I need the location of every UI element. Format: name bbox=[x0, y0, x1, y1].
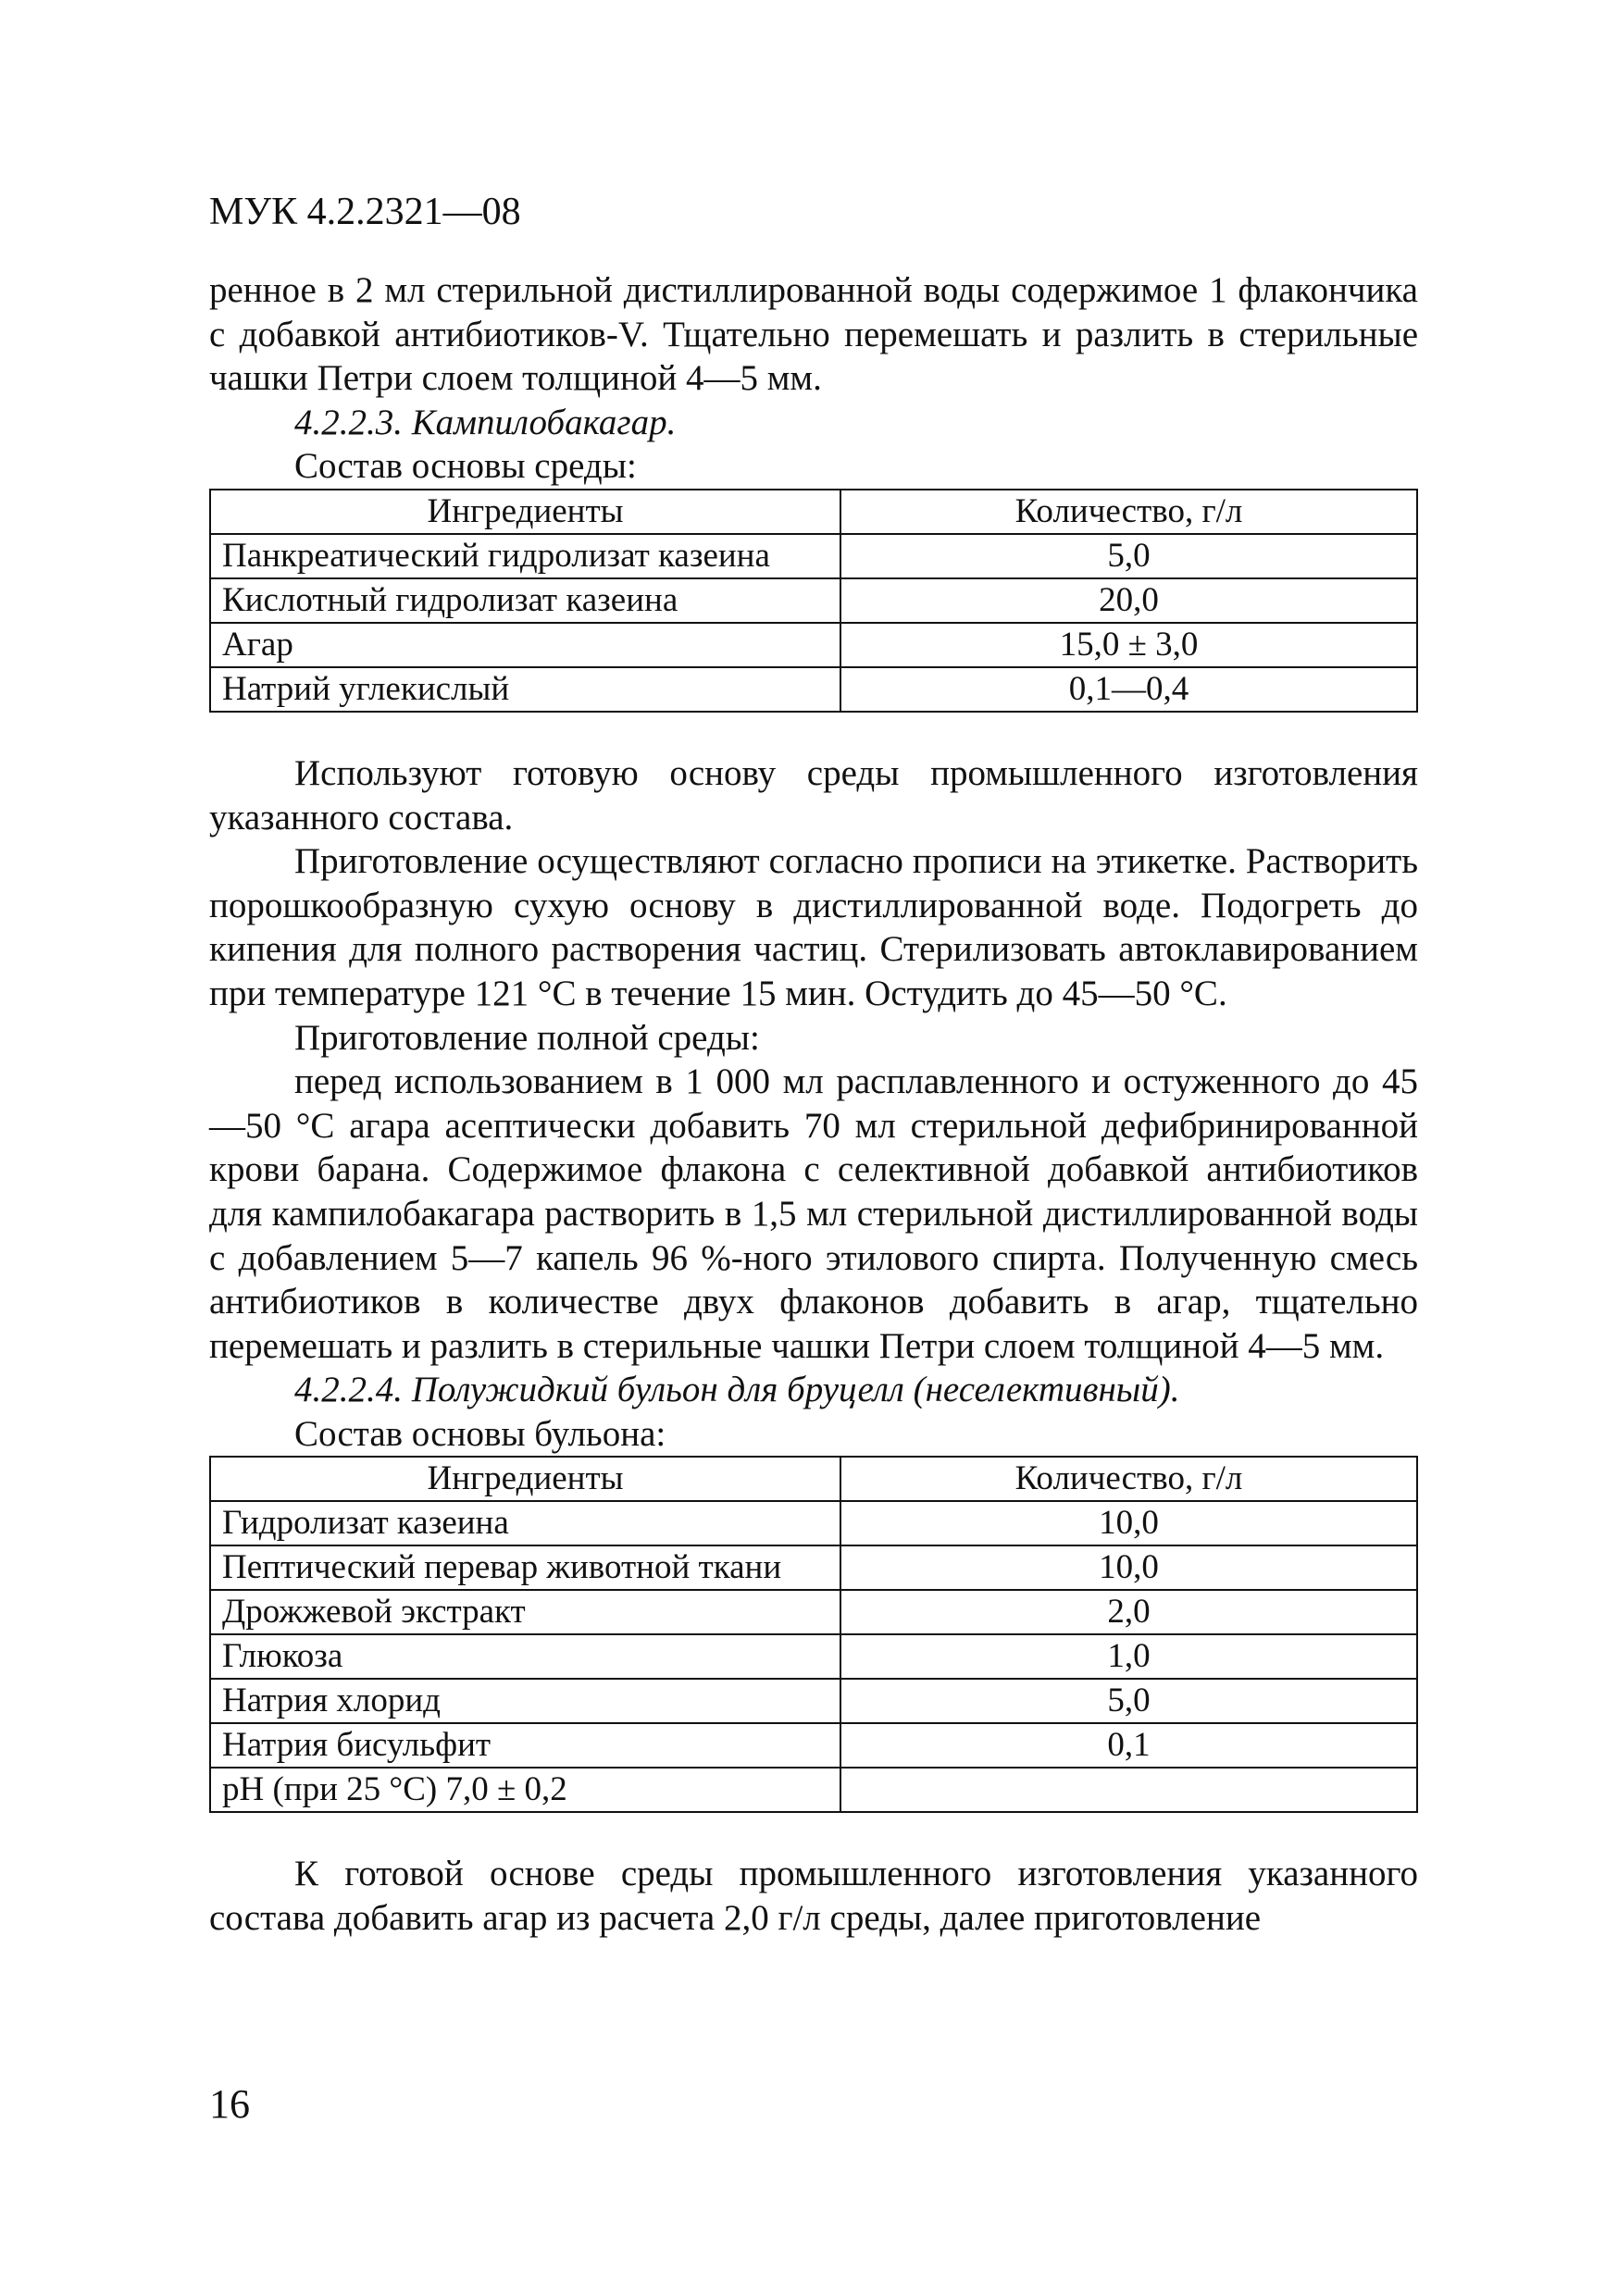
table-row bbox=[210, 1545, 1417, 1590]
column-header-quantity: Количество, г/л bbox=[840, 1457, 1417, 1501]
quantity-cell: 10,0 bbox=[840, 1501, 1417, 1545]
ingredient-cell: Натрий углекислый bbox=[210, 667, 840, 712]
column-header-ingredients: Ингредиенты bbox=[210, 1457, 840, 1501]
quantity-cell: 5,0 bbox=[840, 1679, 1417, 1723]
table-header-row bbox=[210, 490, 1417, 534]
page-content bbox=[209, 268, 1418, 1941]
table-row bbox=[210, 667, 1417, 712]
quantity-cell: 0,1 bbox=[840, 1723, 1417, 1768]
table-row bbox=[210, 1679, 1417, 1723]
quantity-cell: 5,0 bbox=[840, 534, 1417, 578]
table-row bbox=[210, 623, 1417, 667]
table-row bbox=[210, 578, 1417, 623]
quantity-cell: 0,1—0,4 bbox=[840, 667, 1417, 712]
table-row bbox=[210, 1501, 1417, 1545]
table-row bbox=[210, 534, 1417, 578]
ingredient-cell: Агар bbox=[210, 623, 840, 667]
paragraph: К готовой основе среды промышленного изготовления указанного состава добавить агар из расчета 2,0 г/л среды, далее приготовление bbox=[209, 1854, 1418, 1939]
ingredient-cell: Дрожжевой экстракт bbox=[210, 1590, 840, 1634]
table-row bbox=[210, 1723, 1417, 1768]
ingredient-cell: Пептический перевар животной ткани bbox=[210, 1545, 840, 1590]
table-row bbox=[210, 1634, 1417, 1679]
quantity-cell bbox=[840, 1768, 1417, 1812]
section-heading-4-2-2-4: 4.2.2.4. Полужидкий бульон для бруцелл (неселективный). bbox=[294, 1370, 1180, 1410]
paragraph: Приготовление осуществляют согласно прописи на этикетке. Растворить порошкообразную сухую основу в дистиллированной воде. Подогреть до кипения для полного растворения частиц. Стерилизовать автоклавированием при температуре 121 °С в течение 15 мин. Остудить до 45—50 °С. bbox=[209, 841, 1418, 1013]
spacer bbox=[209, 713, 1418, 751]
table-campylobacter-agar bbox=[209, 489, 1418, 713]
paragraph: Приготовление полной среды: bbox=[294, 1017, 760, 1058]
spacer bbox=[209, 1813, 1418, 1852]
document-header: МУК 4.2.2321—08 bbox=[209, 191, 521, 233]
ingredient-cell: pH (при 25 °С) 7,0 ± 0,2 bbox=[210, 1768, 840, 1812]
column-header-quantity: Количество, г/л bbox=[840, 490, 1417, 534]
paragraph-continuation: ренное в 2 мл стерильной дистиллированной воды содержимое 1 флакончика с добавкой антибиотиков-V. Тщательно перемешать и разлить в стерильные чашки Петри слоем толщиной 4—5 мм. bbox=[209, 270, 1418, 399]
table-row bbox=[210, 1590, 1417, 1634]
table-header-row bbox=[210, 1457, 1417, 1501]
ingredient-cell: Натрия бисульфит bbox=[210, 1723, 840, 1768]
page-number: 16 bbox=[209, 2081, 250, 2127]
table2-caption: Состав основы бульона: bbox=[294, 1413, 666, 1454]
table-row bbox=[210, 1768, 1417, 1812]
ingredient-cell: Гидролизат казеина bbox=[210, 1501, 840, 1545]
ingredient-cell: Панкреатический гидролизат казеина bbox=[210, 534, 840, 578]
table-brucella-broth bbox=[209, 1456, 1418, 1813]
quantity-cell: 10,0 bbox=[840, 1545, 1417, 1590]
quantity-cell: 15,0 ± 3,0 bbox=[840, 623, 1417, 667]
ingredient-cell: Кислотный гидролизат казеина bbox=[210, 578, 840, 623]
paragraph: Используют готовую основу среды промышленного изготовления указанного состава. bbox=[209, 752, 1418, 838]
column-header-ingredients: Ингредиенты bbox=[210, 490, 840, 534]
quantity-cell: 20,0 bbox=[840, 578, 1417, 623]
ingredient-cell: Глюкоза bbox=[210, 1634, 840, 1679]
quantity-cell: 1,0 bbox=[840, 1634, 1417, 1679]
section-heading-4-2-2-3: 4.2.2.3. Кампилобакагар. bbox=[294, 402, 677, 442]
ingredient-cell: Натрия хлорид bbox=[210, 1679, 840, 1723]
paragraph: перед использованием в 1 000 мл расплавленного и остуженного до 45—50 °С агара асептически добавить 70 мл стерильной дефибринированной крови барана. Содержимое флакона с селективной добавкой антибиотиков для кампилобакагара растворить в 1,5 мл стерильной дистиллированной воды с добавлением 5—7 капель 96 %-ного этилового спирта. Полученную смесь антибиотиков в количестве двух флаконов добавить в агар, тщательно перемешать и разлить в стерильные чашки Петри слоем толщиной 4—5 мм. bbox=[209, 1061, 1418, 1366]
quantity-cell: 2,0 bbox=[840, 1590, 1417, 1634]
table1-caption: Состав основы среды: bbox=[294, 446, 637, 487]
